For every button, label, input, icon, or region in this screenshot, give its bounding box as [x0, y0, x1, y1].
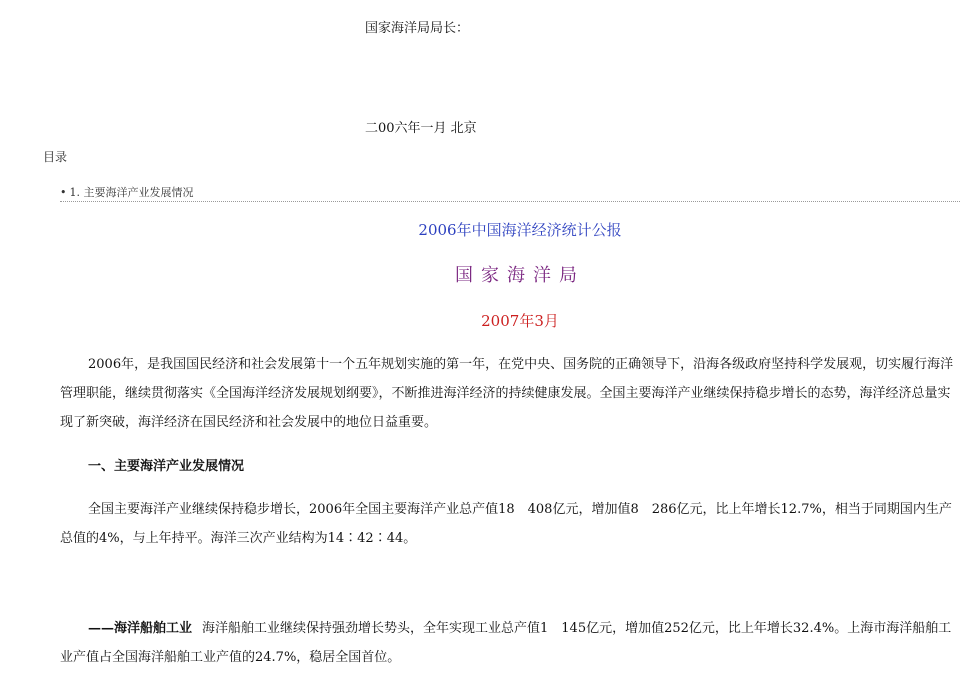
bullet-icon: • — [60, 186, 67, 199]
overview-paragraph: 全国主要海洋产业继续保持稳步增长，2006年全国主要海洋产业总产值18 408亿元，增加值8 286亿元，比上年增长12.7%，相当于同期国内生产总值的4%，与上年持平。海洋三次产业结构为14∶42∶44。 — [60, 502, 952, 546]
report-title: 2006年中国海洋经济统计公报 — [418, 221, 622, 239]
signature-date: 二00六年一月 北京 — [365, 121, 477, 136]
toc-heading: 目录 — [43, 150, 68, 164]
toc-item[interactable] — [60, 184, 960, 202]
intro-paragraph: 2006年，是我国国民经济和社会发展第十一个五年规划实施的第一年，在党中央、国务院的正确领导下，沿海各级政府坚持科学发展观，切实履行海洋管理职能，继续贯彻落实《全国海洋经济发展规划纲要》，不断推进海洋经济的持续健康发展。全国主要海洋产业继续保持稳步增长的态势，海洋经济总量实现了新突破，海洋经济在国民经济和社会发展中的地位日益重要。 — [60, 357, 954, 430]
shipbuilding-text: 海洋船舶工业继续保持强劲增长势头，全年实现工业总产值1 145亿元，增加值252亿元，比上年增长32.4%。上海市海洋船舶工业产值占全国海洋船舶工业产值的24.7%，稳居全国首位。 — [60, 621, 952, 665]
section-heading: 一、主要海洋产业发展情况 — [88, 459, 245, 474]
shipbuilding-paragraph — [60, 614, 960, 672]
report-date: 2007年3月 — [481, 312, 559, 330]
toc-link[interactable]: 1. 主要海洋产业发展情况 — [69, 186, 194, 199]
signature-title: 国家海洋局局长： — [365, 21, 470, 36]
report-org: 国家海洋局 — [455, 265, 585, 286]
shipbuilding-label: ——海洋船舶工业 — [88, 621, 193, 636]
